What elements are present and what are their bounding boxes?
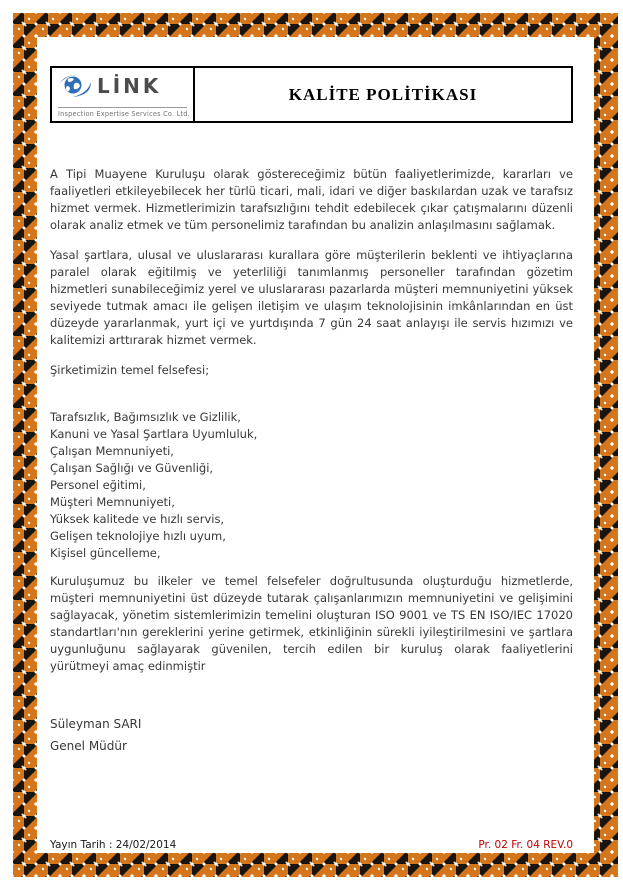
logo-tagline: Inspection Expertise Services Co. Ltd. xyxy=(58,110,190,118)
philosophy-list-item: Kanuni ve Yasal Şartlara Uyumluluk, xyxy=(50,427,258,441)
philosophy-list-item: Çalışan Memnuniyeti, xyxy=(50,444,174,458)
border-left xyxy=(13,13,37,877)
globe-icon xyxy=(58,73,92,99)
document-header xyxy=(50,66,573,123)
philosophy-list-item: Gelişen teknolojiye hızlı uyum, xyxy=(50,529,226,543)
policy-paragraph-1: A Tipi Muayene Kuruluşu olarak göstereceğimiz bütün faaliyetlerimizde, kararları ve faaliyetleri etkileyebilecek her türlü ticari, mali, idari ve diğer baskılardan uzak ve tarafsız hizmet vermek. Hizmetlerimizin tarafsızlığını tehdit edebilecek çıkar çatışmalarını düzenli olarak analiz etmek ve tüm personelimiz tarafından bu analizin anlaşılmasını sağlamak. xyxy=(50,167,573,232)
signatory-title: Genel Müdür xyxy=(50,739,127,753)
document-content xyxy=(50,66,573,757)
border-top xyxy=(13,13,618,37)
philosophy-list-item: Kişisel güncelleme, xyxy=(50,546,161,560)
philosophy-list xyxy=(50,409,573,562)
company-logo xyxy=(52,68,195,121)
philosophy-list-item: Yüksek kalitede ve hızlı servis, xyxy=(50,512,225,526)
logo-wordmark: LİNK xyxy=(97,74,162,98)
philosophy-list-item: Çalışan Sağlığı ve Güvenliği, xyxy=(50,461,214,475)
publish-date: Yayın Tarih : 24/02/2014 xyxy=(50,839,177,851)
logo-divider xyxy=(58,107,187,108)
border-right xyxy=(594,13,618,877)
page-title: KALİTE POLİTİKASI xyxy=(288,84,478,104)
signatory-name: Süleyman SARI xyxy=(50,717,142,731)
philosophy-list-item: Müşteri Memnuniyeti, xyxy=(50,495,175,509)
philosophy-intro: Şirketimizin temel felsefesi; xyxy=(50,363,210,377)
revision-code: Pr. 02 Fr. 04 REV.0 xyxy=(478,839,573,851)
policy-paragraph-2: Yasal şartlara, ulusal ve uluslararası kurallara göre müşterilerin beklenti ve ihtiyaçlarına paralel olarak eğitilmiş ve yeterliliği tanımlanmış personeller tarafından gözetim hizmetleri sunabileceğimiz yerel ve uluslararası pazarlarda müşteri memnuniyetini yüksek seviyede tutmak amacı ile gelişen iletişim ve ulaşım teknolojisinin imkânlarından en üst düzeyde yararlanmak, yurt içi ve yurtdışında 7 gün 24 saat anlayışı ile servis hızımızı ve kalitemizi arttırarak hizmet vermek. xyxy=(50,248,573,347)
signature-block xyxy=(50,713,573,757)
philosophy-list-item: Personel eğitimi, xyxy=(50,478,146,492)
border-bottom xyxy=(13,853,618,877)
philosophy-list-item: Tarafsızlık, Bağımsızlık ve Gizlilik, xyxy=(50,410,241,424)
closing-paragraph: Kuruluşumuz bu ilkeler ve temel felsefeler doğrultusunda oluşturduğu hizmetlerde, müşteri memnuniyetini üst düzeyde tutarak çalışanlarımızın memnuniyetini ve gelişimini sağlayacak, yönetim sistemlerimizin temelini oluşturan ISO 9001 ve TS EN ISO/IEC 17020 standartları'nın gereklerini yerine getirmek, etkinliğinin sürekli iyileştirilmesini ve şartlara uygunluğunu sağlayarak güvenilen, tercih edilen bir kuruluş olarak faaliyetlerini yürütmeyi amaç edinmiştir xyxy=(50,574,573,673)
document-footer xyxy=(50,839,573,851)
